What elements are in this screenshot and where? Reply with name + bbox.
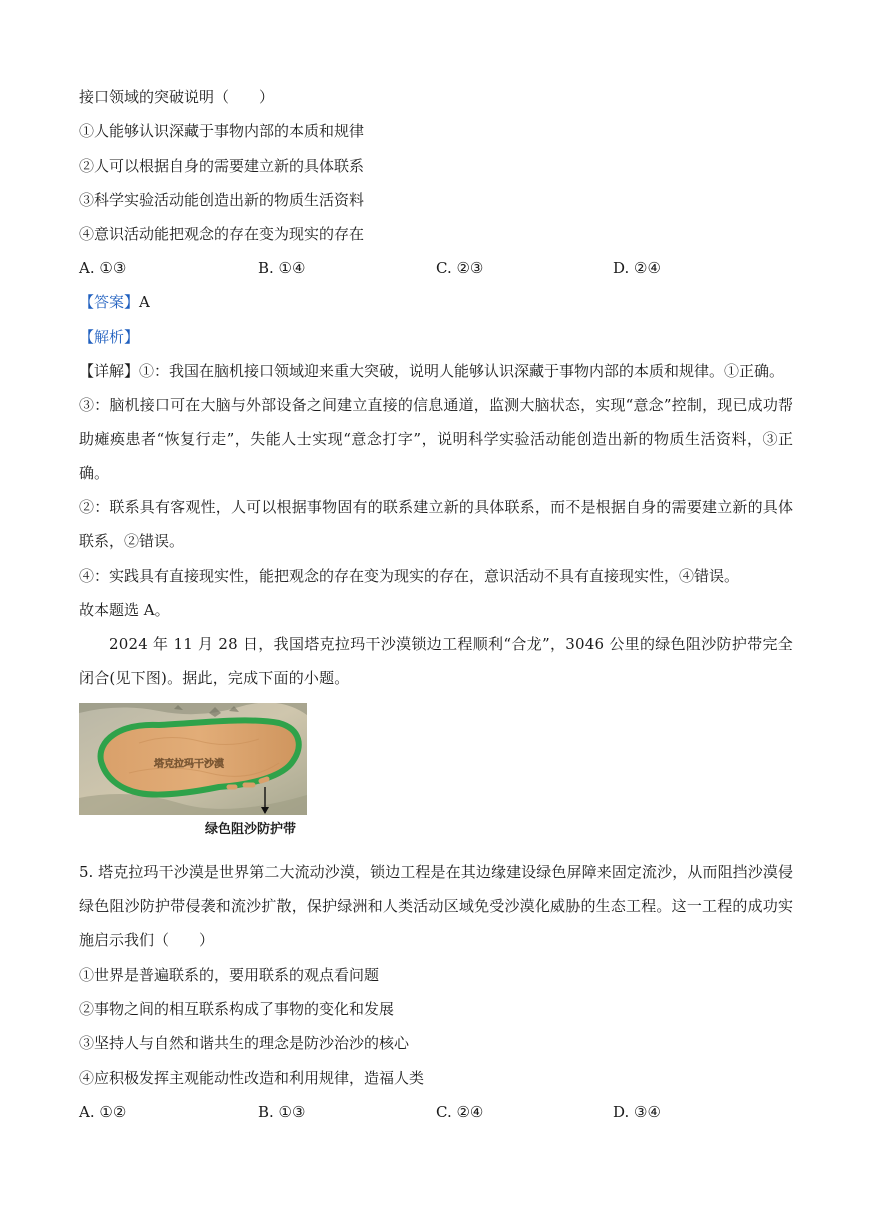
map-caption: 绿色阻沙防护带 [205, 822, 297, 837]
q4-detail-4: ④：实践具有直接现实性，能把观念的存在变为现实的存在，意识活动不具有直接现实性，④错误。 [79, 567, 740, 585]
q5-statement-2: ②事物之间的相互联系构成了事物的变化和发展 [79, 1000, 395, 1018]
q5-option-b: B. ①③ [258, 1103, 306, 1121]
detail-tag: 【详解】 [79, 362, 140, 380]
q4-conclusion: 故本题选 A。 [79, 601, 170, 619]
q4-detail-2: ③：脑机接口可在大脑与外部设备之间建立直接的信息通道，监测大脑状态，实现“意念”控制，现已成功帮助瘫痪患者“恢复行走”，失能人士实现“意念打字”，说明科学实验活动能创造出新的物质生活资料，③正确。 [79, 396, 793, 482]
q5-statement-4: ④应积极发挥主观能动性改造和利用规律，造福人类 [79, 1069, 425, 1087]
answer-tag: 【答案】 [79, 293, 140, 311]
q4-statement-3: ③科学实验活动能创造出新的物质生活资料 [79, 191, 365, 209]
q4-option-d: D. ②④ [613, 259, 661, 277]
q4-statement-2: ②人可以根据自身的需要建立新的具体联系 [79, 157, 365, 175]
q4-statement-4: ④意识活动能把观念的存在变为现实的存在 [79, 225, 365, 243]
analysis-tag: 【解析】 [79, 328, 140, 346]
q4-analysis-tag [79, 327, 139, 347]
answer-value: A [139, 293, 150, 311]
desert-map [79, 703, 307, 815]
q5-stem: 5. 塔克拉玛干沙漠是世界第二大流动沙漠，锁边工程是在其边缘建设绿色屏障来固定流沙，从而阻挡沙漠侵绿色阻沙防护带侵袭和流沙扩散，保护绿洲和人类活动区域免受沙漠化威胁的生态工程。这一工程的成功实施启示我们（ ） [79, 863, 793, 949]
q5-statement-3: ③坚持人与自然和谐共生的理念是防沙治沙的核心 [79, 1034, 410, 1052]
desert-map-figure [79, 703, 307, 815]
q5-option-d: D. ③④ [613, 1103, 661, 1121]
q4-option-a: A. ①③ [79, 259, 127, 277]
q4-answer [79, 292, 150, 312]
q4-option-b: B. ①④ [258, 259, 306, 277]
desert-map-label: 塔克拉玛干沙漠 [154, 759, 224, 770]
q4-stem-tail: 接口领域的突破说明（ ） [79, 88, 275, 106]
q4-detail-1 [79, 354, 793, 388]
q4-statement-1: ①人能够认识深藏于事物内部的本质和规律 [79, 122, 365, 140]
material-text: 2024 年 11 月 28 日，我国塔克拉玛干沙漠锁边工程顺利“合龙”，3046 公里的绿色阻沙防护带完全闭合(见下图)。据此，完成下面的小题。 [79, 635, 793, 687]
detail-p1: ①：我国在脑机接口领域迎来重大突破，说明人能够认识深藏于事物内部的本质和规律。①正确。 [139, 362, 785, 380]
q4-detail-3: ②：联系具有客观性，人可以根据事物固有的联系建立新的具体联系，而不是根据自身的需要建立新的具体联系，②错误。 [79, 498, 793, 550]
q5-option-c: C. ②④ [436, 1103, 484, 1121]
q5-statement-1: ①世界是普遍联系的，要用联系的观点看问题 [79, 966, 380, 984]
q5-option-a: A. ①② [79, 1103, 127, 1121]
q4-option-c: C. ②③ [436, 259, 484, 277]
